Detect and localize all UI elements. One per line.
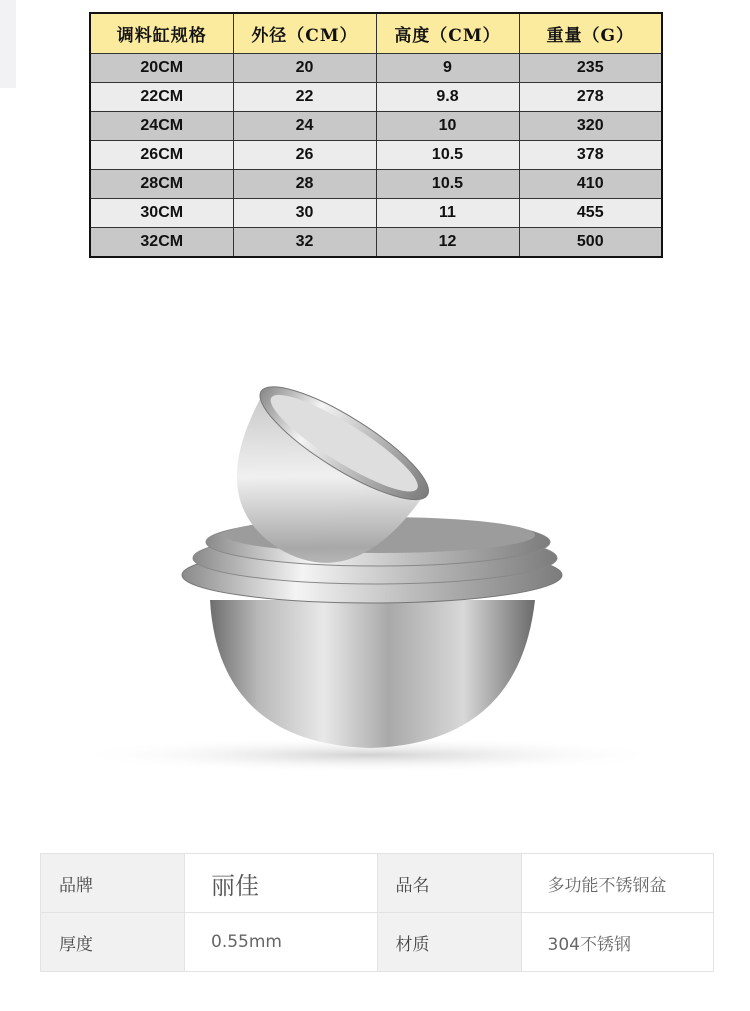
header-weight: 重量（G） xyxy=(519,13,662,54)
thickness-label: 厚度 xyxy=(41,913,185,972)
cell-spec: 24CM xyxy=(90,112,233,141)
material-label: 材质 xyxy=(377,913,521,972)
bowl-body xyxy=(210,600,535,748)
brand-label: 品牌 xyxy=(41,854,185,913)
table-row xyxy=(90,228,662,258)
thickness-value: 0.55mm xyxy=(185,913,378,972)
table-row xyxy=(90,199,662,228)
name-label: 品名 xyxy=(377,854,521,913)
cell-diameter: 28 xyxy=(233,170,376,199)
cell-spec: 28CM xyxy=(90,170,233,199)
cell-diameter: 22 xyxy=(233,83,376,112)
table-row xyxy=(90,54,662,83)
cell-diameter: 26 xyxy=(233,141,376,170)
header-diameter: 外径（CM） xyxy=(233,13,376,54)
cell-height: 10.5 xyxy=(376,141,519,170)
cell-height: 9.8 xyxy=(376,83,519,112)
cell-spec: 32CM xyxy=(90,228,233,258)
cell-weight: 320 xyxy=(519,112,662,141)
cell-height: 10.5 xyxy=(376,170,519,199)
table-row xyxy=(90,83,662,112)
material-value: 304不锈钢 xyxy=(521,913,714,972)
cell-height: 9 xyxy=(376,54,519,83)
cell-weight: 500 xyxy=(519,228,662,258)
spec-header-row xyxy=(90,13,662,54)
spec-table xyxy=(89,12,663,258)
cell-weight: 235 xyxy=(519,54,662,83)
cell-weight: 378 xyxy=(519,141,662,170)
cell-spec: 22CM xyxy=(90,83,233,112)
table-row xyxy=(90,170,662,199)
cell-height: 10 xyxy=(376,112,519,141)
cell-diameter: 32 xyxy=(233,228,376,258)
brand-value: 丽佳 xyxy=(185,854,378,913)
cell-weight: 410 xyxy=(519,170,662,199)
cell-spec: 30CM xyxy=(90,199,233,228)
header-spec: 调料缸规格 xyxy=(90,13,233,54)
cell-spec: 20CM xyxy=(90,54,233,83)
cell-diameter: 24 xyxy=(233,112,376,141)
stainless-bowl-image xyxy=(40,330,710,810)
name-value: 多功能不锈钢盆 xyxy=(521,854,714,913)
cell-diameter: 30 xyxy=(233,199,376,228)
info-row xyxy=(41,913,714,972)
header-height: 高度（CM） xyxy=(376,13,519,54)
table-row xyxy=(90,141,662,170)
cell-weight: 455 xyxy=(519,199,662,228)
cell-spec: 26CM xyxy=(90,141,233,170)
cell-height: 11 xyxy=(376,199,519,228)
cell-height: 12 xyxy=(376,228,519,258)
corner-mark xyxy=(0,0,16,88)
info-row xyxy=(41,854,714,913)
table-row xyxy=(90,112,662,141)
cell-weight: 278 xyxy=(519,83,662,112)
product-info-table xyxy=(40,853,714,972)
cell-diameter: 20 xyxy=(233,54,376,83)
